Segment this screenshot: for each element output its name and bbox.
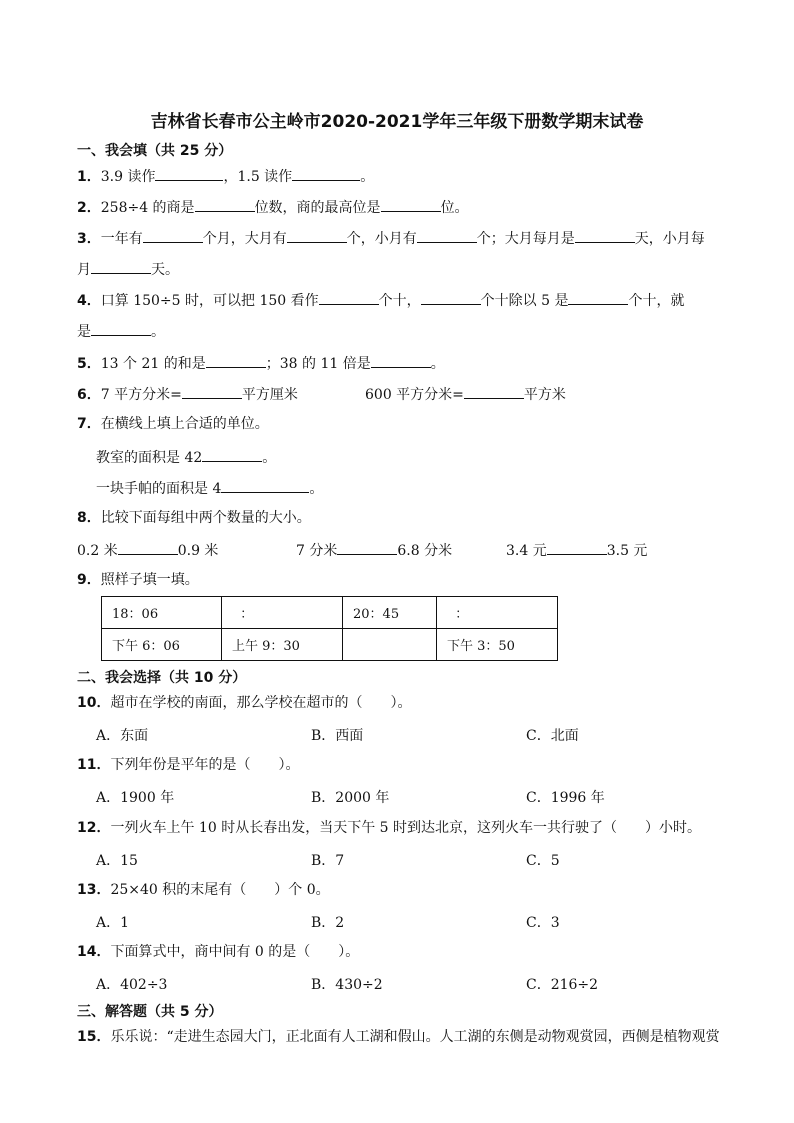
- question-text: 教室的面积是 42: [96, 450, 203, 466]
- answer-blank[interactable]: [143, 228, 203, 243]
- question-14: [77, 943, 359, 961]
- compare-left: 3.4 元: [506, 543, 547, 559]
- question-number: 8．: [77, 510, 101, 526]
- question-text: 个，小月有: [346, 231, 417, 247]
- section-heading-choice: 二、我会选择（共 10 分）: [77, 670, 247, 686]
- question-text: 天。: [151, 262, 179, 278]
- answer-blank[interactable]: [155, 166, 223, 181]
- question-text: 。: [430, 356, 445, 372]
- table-cell: 下午 6：06: [102, 629, 222, 661]
- section-heading-fill: 一、我会填（共 25 分）: [77, 143, 233, 159]
- table-row: [102, 597, 558, 629]
- question-text: 口算 150÷5 时，可以把 150 看作: [100, 293, 319, 309]
- option-b[interactable]: B．430÷2: [311, 977, 383, 993]
- answer-blank[interactable]: [337, 540, 397, 555]
- question-text: 25×40 积的末尾有（ ）个 0。: [110, 882, 330, 898]
- question-text: 是: [77, 324, 91, 340]
- table-cell: 18：06: [102, 597, 222, 629]
- question-text: 个十，: [378, 293, 421, 309]
- question-text: 月: [77, 262, 91, 278]
- compare-right: 3.5 元: [606, 543, 648, 559]
- question-text: 。: [360, 169, 375, 185]
- answer-blank[interactable]: [195, 197, 255, 212]
- question-5: [77, 353, 445, 373]
- question-number: 15．: [77, 1029, 111, 1045]
- question-text: ，1.5 读作: [223, 169, 293, 185]
- answer-blank[interactable]: [421, 290, 481, 305]
- answer-blank[interactable]: [91, 259, 151, 274]
- question-text: 照样子填一填。: [100, 572, 199, 588]
- table-cell[interactable]: [343, 629, 437, 661]
- option-c[interactable]: C．3: [526, 915, 560, 931]
- option-c[interactable]: C．1996 年: [526, 790, 605, 806]
- section-heading-solve: 三、解答题（共 5 分）: [77, 1004, 223, 1020]
- answer-blank[interactable]: [417, 228, 477, 243]
- question-text: 天，小月每: [634, 231, 705, 247]
- question-number: 13．: [77, 882, 111, 898]
- question-number: 2．: [77, 200, 101, 216]
- question-text: 在横线上填上合适的单位。: [100, 416, 269, 432]
- compare-pair: [506, 540, 647, 560]
- question-10: [77, 694, 411, 712]
- option-a[interactable]: A．15: [96, 853, 138, 869]
- question-text: 7 平方分米=: [100, 387, 182, 403]
- question-text: 3.9 读作: [100, 169, 156, 185]
- compare-pair: [77, 540, 218, 560]
- question-text: 位。: [440, 200, 469, 216]
- question-text: ；38 的 11 倍是: [265, 356, 371, 372]
- answer-blank[interactable]: [547, 540, 607, 555]
- question-number: 6．: [77, 387, 101, 403]
- table-cell: 下午 3：50: [437, 629, 558, 661]
- answer-blank[interactable]: [287, 228, 347, 243]
- answer-blank[interactable]: [381, 197, 441, 212]
- question-text: 个；大月每月是: [476, 231, 575, 247]
- question-number: 1．: [77, 169, 101, 185]
- table-row: [102, 629, 558, 661]
- compare-left: 0.2 米: [77, 543, 118, 559]
- answer-blank[interactable]: [221, 478, 309, 493]
- question-9: [77, 571, 199, 589]
- question-text: 个月，大月有: [202, 231, 287, 247]
- question-text: 位数，商的最高位是: [254, 200, 381, 216]
- answer-blank[interactable]: [371, 353, 431, 368]
- question-7-item-b: [96, 478, 323, 498]
- question-6-part-b: [365, 384, 566, 404]
- question-8: [77, 509, 311, 527]
- answer-blank[interactable]: [575, 228, 635, 243]
- table-cell: 20：45: [343, 597, 437, 629]
- option-a[interactable]: A．1900 年: [96, 790, 175, 806]
- question-4-continued: [77, 321, 165, 341]
- answer-blank[interactable]: [206, 353, 266, 368]
- page-title: 吉林省长春市公主岭市2020-2021学年三年级下册数学期末试卷: [150, 112, 644, 132]
- question-number: 7．: [77, 416, 101, 432]
- question-3-continued: [77, 259, 179, 279]
- option-c[interactable]: C．216÷2: [526, 977, 599, 993]
- question-text: 下列年份是平年的是（ ）。: [110, 757, 300, 773]
- question-text: 258÷4 的商是: [100, 200, 195, 216]
- question-text: 下面算式中，商中间有 0 的是（ ）。: [110, 944, 360, 960]
- option-c[interactable]: C．5: [526, 853, 560, 869]
- answer-blank[interactable]: [292, 166, 360, 181]
- question-text: 一块手帕的面积是 4: [96, 481, 222, 497]
- compare-left: 7 分米: [296, 543, 338, 559]
- answer-blank[interactable]: [319, 290, 379, 305]
- question-number: 11．: [77, 757, 111, 773]
- table-cell: 上午 9：30: [222, 629, 343, 661]
- question-11: [77, 756, 299, 774]
- question-12: [77, 819, 701, 837]
- question-number: 14．: [77, 944, 111, 960]
- compare-pair: [296, 540, 452, 560]
- answer-blank[interactable]: [118, 540, 178, 555]
- compare-right: 0.9 米: [177, 543, 219, 559]
- question-number: 12．: [77, 820, 111, 836]
- question-text: 平方米: [523, 387, 566, 403]
- question-13: [77, 881, 330, 899]
- question-text: 超市在学校的南面，那么学校在超市的（ ）。: [110, 695, 412, 711]
- answer-blank[interactable]: [91, 321, 151, 336]
- question-number: 5．: [77, 356, 101, 372]
- option-b[interactable]: B．2000 年: [311, 790, 390, 806]
- question-3: [77, 228, 705, 248]
- question-7: [77, 415, 269, 433]
- question-4: [77, 290, 684, 310]
- question-text: 。: [151, 324, 165, 340]
- question-15: [77, 1028, 753, 1046]
- question-text: 比较下面每组中两个数量的大小。: [100, 510, 311, 526]
- table-cell[interactable]: ：: [437, 597, 558, 629]
- answer-blank[interactable]: [202, 447, 262, 462]
- question-text: 乐乐说：“走进生态园大门，正北面有人工湖和假山。人工湖的东侧是动物观赏园，西侧是植物观赏: [110, 1029, 720, 1045]
- question-1: [77, 166, 374, 186]
- question-text: 个十除以 5 是: [480, 293, 569, 309]
- question-text: 13 个 21 的和是: [100, 356, 206, 372]
- answer-blank[interactable]: [464, 384, 524, 399]
- table-cell[interactable]: ：: [222, 597, 343, 629]
- question-7-item-a: [96, 447, 276, 467]
- question-text: 个十，就: [628, 293, 685, 309]
- question-number: 9．: [77, 572, 101, 588]
- option-a[interactable]: A．402÷3: [96, 977, 168, 993]
- answer-blank[interactable]: [568, 290, 628, 305]
- question-number: 10．: [77, 695, 111, 711]
- question-text: 。: [262, 450, 277, 466]
- question-6: [77, 384, 298, 404]
- question-text: 平方厘米: [241, 387, 298, 403]
- time-conversion-table: [101, 596, 558, 661]
- question-text: 600 平方分米=: [365, 387, 464, 403]
- question-2: [77, 197, 469, 217]
- option-a[interactable]: A．东面: [96, 728, 149, 744]
- option-b[interactable]: B．2: [311, 915, 345, 931]
- option-b[interactable]: B．7: [311, 853, 345, 869]
- question-number: 4．: [77, 293, 101, 309]
- question-text: 。: [309, 481, 324, 497]
- question-number: 3．: [77, 231, 101, 247]
- answer-blank[interactable]: [182, 384, 242, 399]
- option-a[interactable]: A．1: [96, 915, 130, 931]
- option-b[interactable]: B．西面: [311, 728, 364, 744]
- option-c[interactable]: C．北面: [526, 728, 579, 744]
- question-text: 一列火车上午 10 时从长春出发，当天下午 5 时到达北京，这列火车一共行驶了（ ）小时。: [110, 820, 702, 836]
- compare-right: 6.8 分米: [397, 543, 453, 559]
- question-text: 一年有: [100, 231, 143, 247]
